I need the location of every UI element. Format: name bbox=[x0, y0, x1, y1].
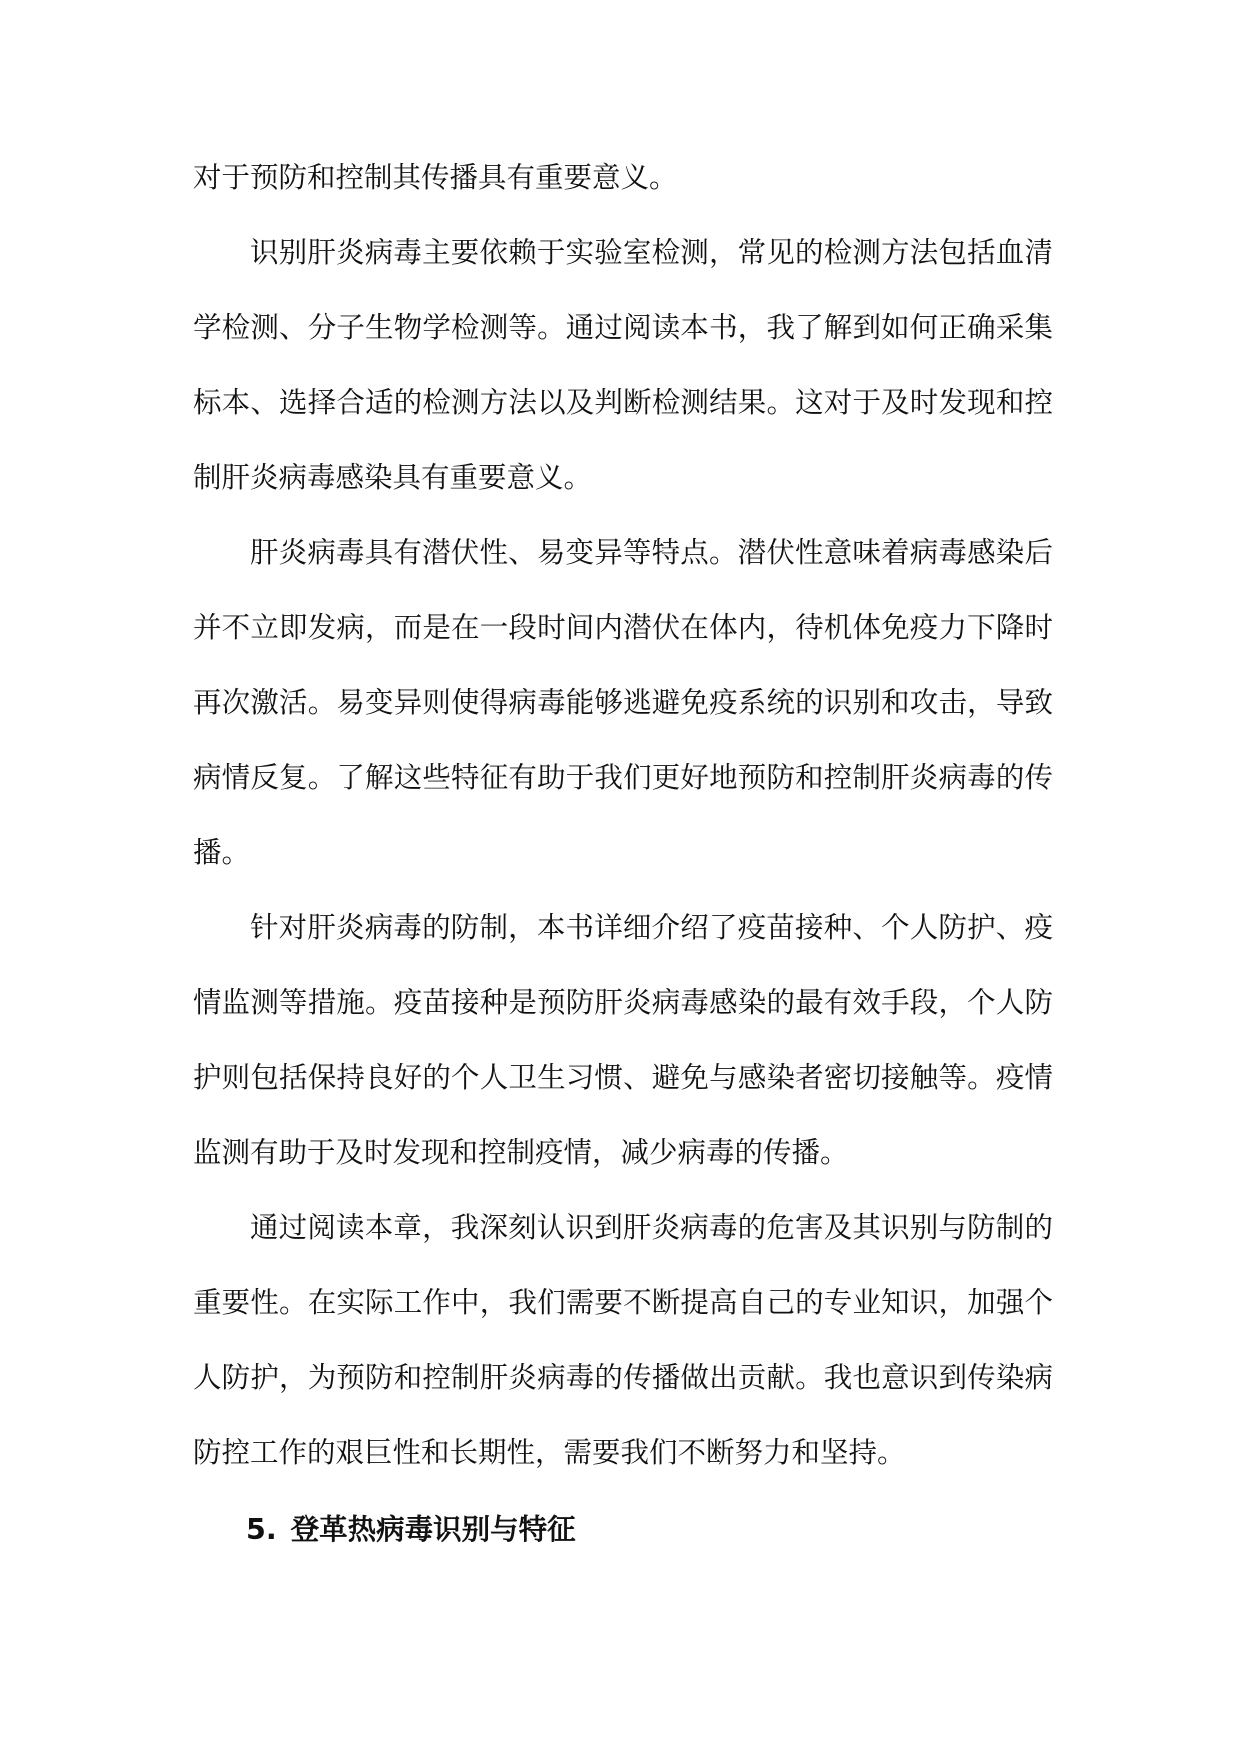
paragraph-prevention: 针对肝炎病毒的防制，本书详细介绍了疫苗接种、个人防护、疫情监测等措施。疫苗接种是预防肝炎病毒感染的最有效手段，个人防护则包括保持良好的个人卫生习惯、避免与感染者密切接触等。疫情监测有助于及时发现和控制疫情，减少病毒的传播。 bbox=[193, 911, 1053, 1169]
paragraph-continuation: 对于预防和控制其传播具有重要意义。 bbox=[193, 161, 678, 194]
body-text bbox=[193, 140, 1053, 1490]
section-number: 5. bbox=[246, 1513, 277, 1546]
paragraph-characteristics: 肝炎病毒具有潜伏性、易变异等特点。潜伏性意味着病毒感染后并不立即发病，而是在一段时间内潜伏在体内，待机体免疫力下降时再次激活。易变异则使得病毒能够逃避免疫系统的识别和攻击，导致病情反复。了解这些特征有助于我们更好地预防和控制肝炎病毒的传播。 bbox=[193, 536, 1053, 869]
paragraph-identification: 识别肝炎病毒主要依赖于实验室检测，常见的检测方法包括血清学检测、分子生物学检测等。通过阅读本书，我了解到如何正确采集标本、选择合适的检测方法以及判断检测结果。这对于及时发现和控制肝炎病毒感染具有重要意义。 bbox=[193, 236, 1053, 494]
section-title: 登革热病毒识别与特征 bbox=[290, 1513, 576, 1546]
section-heading bbox=[246, 1510, 576, 1550]
paragraph-reflection: 通过阅读本章，我深刻认识到肝炎病毒的危害及其识别与防制的重要性。在实际工作中，我们需要不断提高自己的专业知识，加强个人防护，为预防和控制肝炎病毒的传播做出贡献。我也意识到传染病防控工作的艰巨性和长期性，需要我们不断努力和坚持。 bbox=[193, 1211, 1053, 1469]
